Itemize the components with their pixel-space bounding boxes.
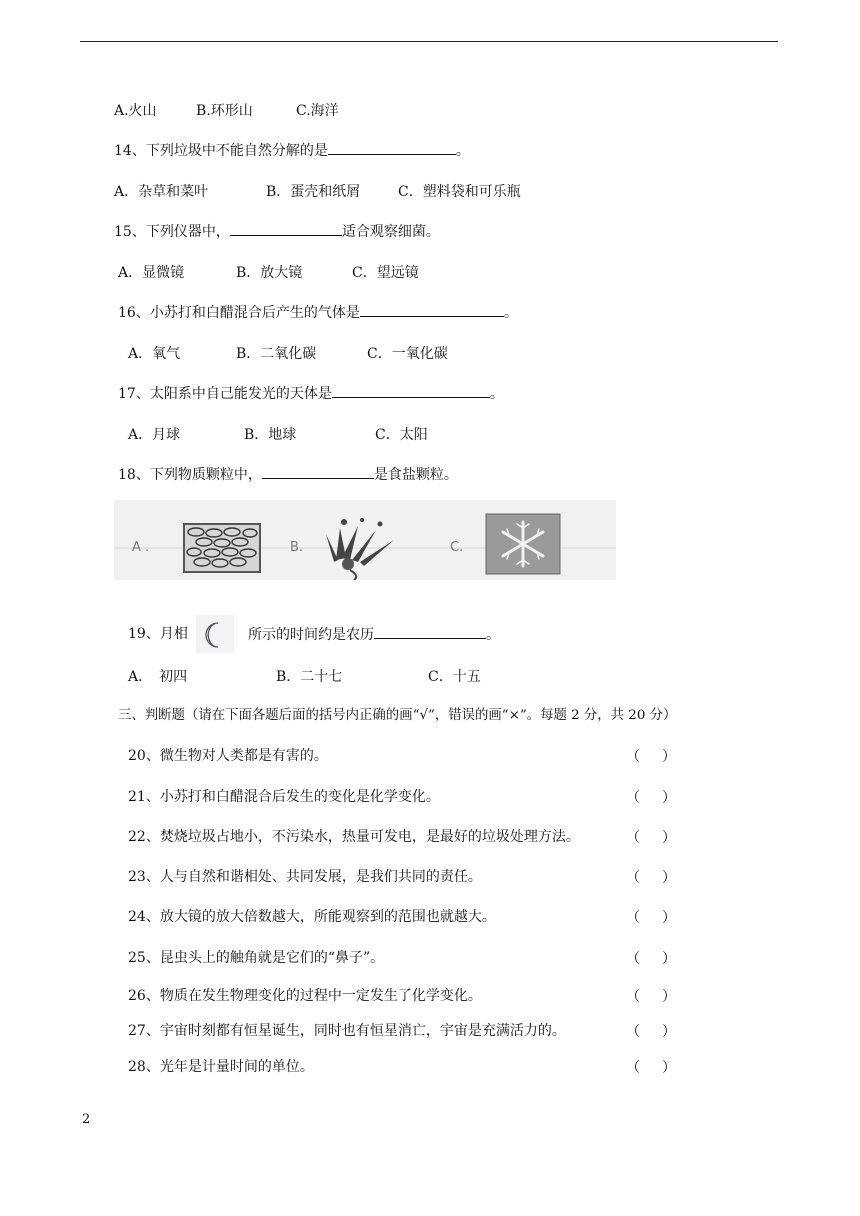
answer-blank — [262, 464, 374, 479]
grain-a-image — [184, 524, 260, 572]
judgment-item: 24、放大镜的放大倍数越大，所能观察到的范围也就越大。 — [128, 909, 496, 925]
answer-paren: （ ） — [626, 989, 676, 1005]
question-15: 15、下列仪器中， 适合观察细菌。 — [114, 221, 440, 242]
answer-blank — [328, 140, 456, 155]
q14-option-a: A．杂草和菜叶 — [114, 184, 209, 200]
q16-option-b: B．二氧化碳 — [236, 346, 317, 362]
grain-b-image — [326, 518, 394, 580]
question-16: 16、小苏打和白醋混合后产生的气体是 。 — [118, 302, 518, 323]
judgment-item: 21、小苏打和白醋混合后发生的变化是化学变化。 — [128, 789, 440, 805]
q15-option-c: C．望远镜 — [352, 265, 419, 281]
answer-blank — [332, 383, 490, 398]
question-19-rest: 所示的时间约是农历 。 — [248, 624, 500, 645]
judgment-item: 28、光年是计量时间的单位。 — [128, 1059, 314, 1075]
judgment-item: 27、宇宙时刻都有恒星诞生，同时也有恒星消亡，宇宙是充满活力的。 — [128, 1023, 566, 1039]
answer-paren: （ ） — [626, 870, 676, 886]
judgment-item: 23、人与自然和谐相处、共同发展，是我们共同的责任。 — [128, 869, 482, 885]
figure-label-c: C. — [450, 540, 464, 555]
q17-option-b: B．地球 — [244, 427, 297, 443]
q15-option-a: A．显微镜 — [118, 265, 185, 281]
q17-option-c: C．太阳 — [375, 427, 428, 443]
q13-option-c: C.海洋 — [296, 103, 339, 119]
answer-paren: （ ） — [626, 790, 676, 806]
question-18: 18、下列物质颗粒中， 是食盐颗粒。 — [118, 464, 458, 485]
answer-paren: （ ） — [626, 749, 676, 765]
q16-option-c: C．一氧化碳 — [367, 346, 448, 362]
judgment-item: 26、物质在发生物理变化的过程中一定发生了化学变化。 — [128, 988, 482, 1004]
q15-option-b: B．放大镜 — [236, 265, 303, 281]
grain-c-image — [486, 514, 560, 574]
question-14: 14、下列垃圾中不能自然分解的是 。 — [114, 140, 470, 161]
answer-paren: （ ） — [626, 951, 676, 967]
q14-option-b: B．蛋壳和纸屑 — [266, 184, 361, 200]
q16-option-a: A．氧气 — [128, 346, 181, 362]
answer-paren: （ ） — [626, 830, 676, 846]
answer-blank — [360, 302, 504, 317]
figure-label-b: B. — [290, 540, 304, 555]
q13-option-b: B.环形山 — [196, 103, 253, 119]
q17-option-a: A．月球 — [128, 427, 181, 443]
question-17: 17、太阳系中自己能发光的天体是 。 — [118, 383, 504, 404]
figure-label-a: A . — [132, 540, 150, 555]
grain-images — [114, 500, 616, 580]
salt-grains-figure — [114, 500, 616, 580]
q14-option-c: C．塑料袋和可乐瓶 — [398, 184, 521, 200]
judgment-item: 22、焚烧垃圾占地小，不污染水，热量可发电，是最好的垃圾处理方法。 — [128, 829, 580, 845]
q19-option-a: A． 初四 — [128, 669, 188, 685]
answer-paren: （ ） — [626, 1060, 676, 1076]
answer-blank — [374, 624, 486, 639]
q19-option-c: C．十五 — [428, 669, 481, 685]
judgment-item: 20、微生物对人类都是有害的。 — [128, 748, 328, 764]
header-rule — [80, 41, 778, 42]
q19-option-b: B．二十七 — [276, 669, 343, 685]
question-19-prefix: 19、月相 — [128, 626, 188, 642]
answer-paren: （ ） — [626, 1024, 676, 1040]
answer-paren: （ ） — [626, 910, 676, 926]
judgment-item: 25、昆虫头上的触角就是它们的“鼻子”。 — [128, 950, 385, 966]
q13-option-a: A.火山 — [114, 103, 157, 119]
crescent-moon-icon — [196, 615, 234, 653]
page-number: 2 — [82, 1112, 91, 1127]
answer-blank — [230, 221, 342, 236]
section-3-heading: 三、判断题（请在下面各题后面的括号内正确的画“√”，错误的画“×”。每题 2 分，共 20 分） — [118, 708, 677, 723]
